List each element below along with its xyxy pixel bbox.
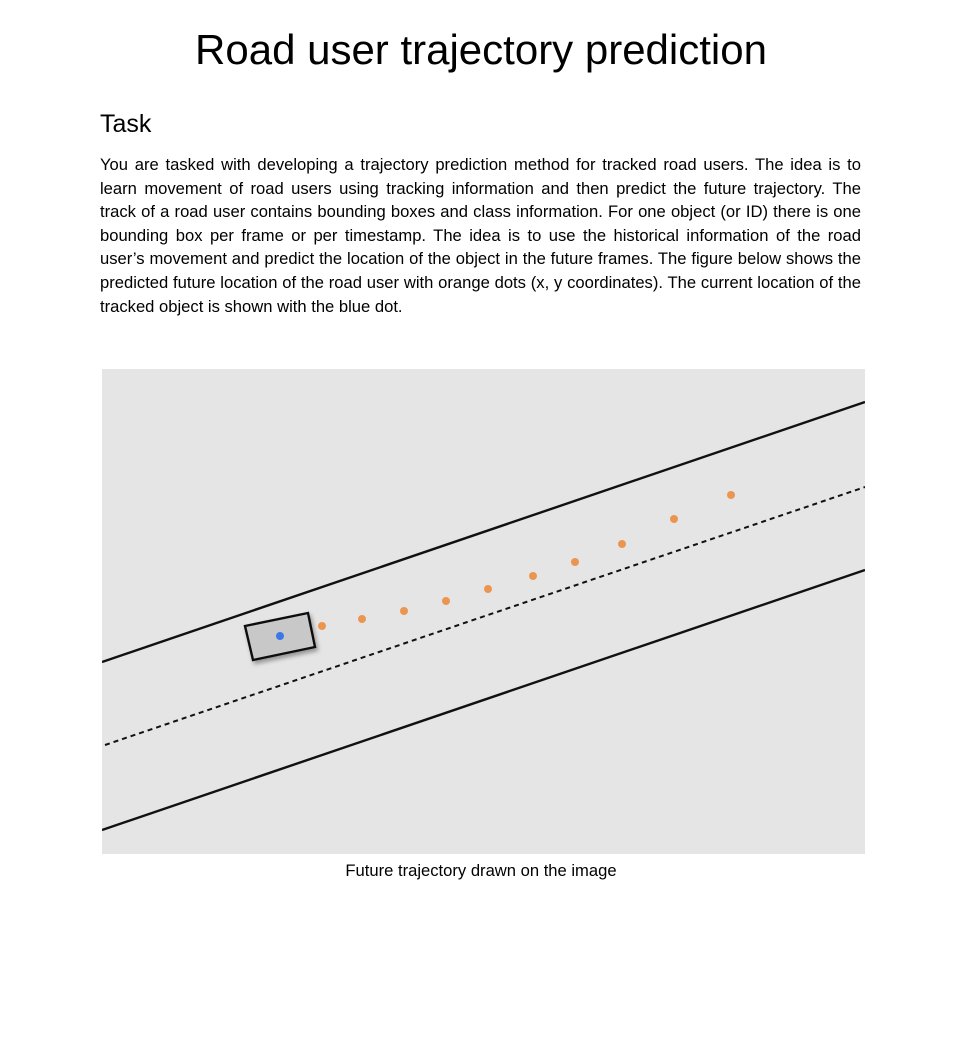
- predicted-location-dot: [670, 515, 678, 523]
- predicted-location-dot: [529, 572, 537, 580]
- trajectory-illustration: [102, 369, 865, 854]
- figure-caption: Future trajectory drawn on the image: [345, 861, 617, 880]
- predicted-location-dot: [484, 585, 492, 593]
- current-location-dot: [276, 632, 284, 640]
- section-heading-task: Task: [100, 110, 152, 138]
- task-description: You are tasked with developing a trajectory prediction method for tracked road users. The idea is to learn movement of road users using tracking information and then predict the future trajectory. The track of a road user contains bounding boxes and class information. For one object (or ID) there is one bounding box per frame or per timestamp. The idea is to use the historical information of the road user’s movement and predict the location of the object in the future frames. The figure below shows the predicted future location of the road user with orange dots (x, y coordinates). The current location of the tracked object is shown with the blue dot.: [100, 155, 861, 316]
- page-title: Road user trajectory prediction: [195, 26, 767, 73]
- predicted-location-dot: [618, 540, 626, 548]
- predicted-location-dot: [442, 597, 450, 605]
- predicted-location-dot: [727, 491, 735, 499]
- predicted-location-dot: [400, 607, 408, 615]
- predicted-location-dot: [318, 622, 326, 630]
- predicted-location-dot: [358, 615, 366, 623]
- predicted-location-dot: [571, 558, 579, 566]
- trajectory-figure: [102, 369, 865, 854]
